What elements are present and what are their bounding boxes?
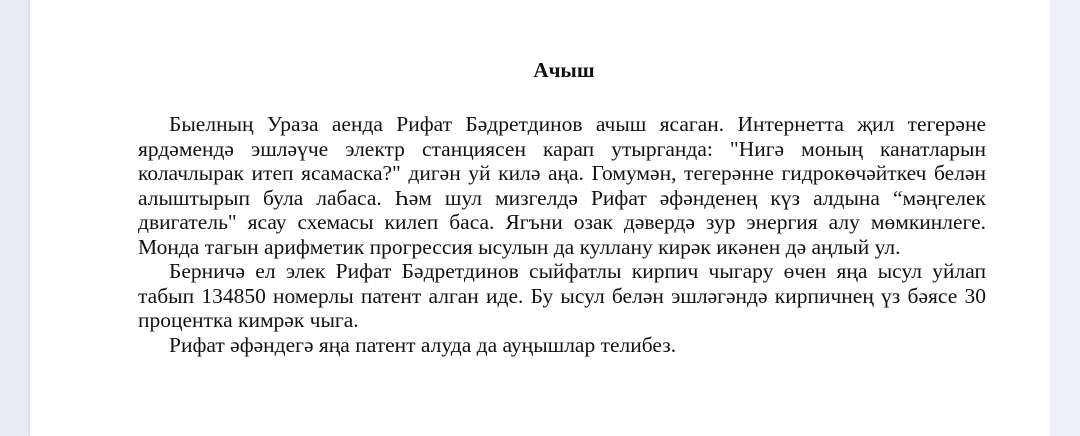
document-title: Ачыш (533, 58, 595, 82)
document-body (138, 112, 986, 357)
paragraph-1: Быелның Ураза аенда Рифат Бәдретдинов ачыш ясаган. Интернетта җил тегерәне ярдәмендә эшләүче электр станциясен карап утырганда: "Нигә моның канатларын колачлырак итеп ясамаска?" дигән уй килә аңа. Гомумән, тегерәнне гидрокөчәйткеч белән алыштырып була лабаса. Һәм шул мизгелдә Рифат әфәнденең күз алдына “мәңгелек двигатель" ясау схемасы килеп баса. Ягъни озак дәвердә зур энергия алу мөмкинлеге. Монда тагын арифметик прогрессия ысулын да куллану кирәк икәнен дә аңлый ул. (138, 112, 986, 259)
paragraph-3: Рифат әфәндегә яңа патент алуда да ауңышлар телибез. (169, 332, 677, 357)
paragraph-2: Берничә ел элек Рифат Бәдретдинов сыйфатлы кирпич чыгару өчен яңа ысул уйлап табып 134850 номерлы патент алган иде. Бу ысул белән эшләгәндә кирпичнең үз бәясе 30 процентка кимрәк чыга. (138, 259, 986, 332)
document-page (30, 0, 1050, 436)
window-margin (1050, 0, 1080, 436)
